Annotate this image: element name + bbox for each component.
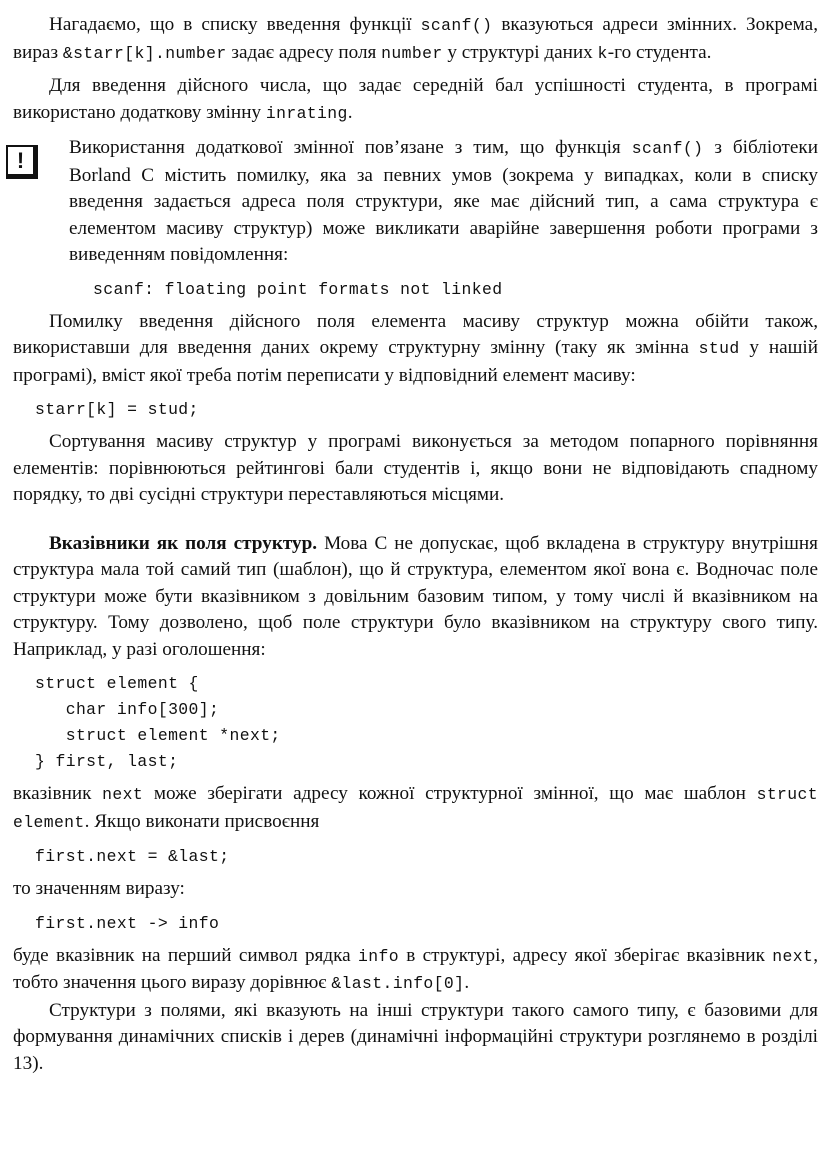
paragraph-inrating: Для введення дійсного числа, що задає середній бал успішності студента, в програмі використано додаткову змінну inrating. [13, 75, 818, 123]
code-inline: inrating [265, 103, 348, 123]
code-inline: info [358, 946, 399, 966]
paragraph-workaround: Помилку введення дійсного поля елемента масиву структур можна обійти також, використавши для введення даних окрему структурну змінну (таку як змінна stud у нашій програмі), вміст якої треба потім переписати у відповідний елемент масиву: [13, 310, 818, 386]
code-inline: scanf() [420, 16, 493, 35]
note-code-message: scanf: floating point formats not linked [93, 279, 503, 299]
paragraph-sorting: Сортування масиву структур у програмі виконується за методом попарного порівняння елементів: порівнюються рейтингові бали студентів і, якщо вони не відповідають спадному порядку, то дві сусідні структури переставляються місцями. [13, 431, 818, 505]
code-block-struct: struct element { char info[300]; struct element *next; } first, last; [35, 674, 281, 771]
code-inline: &last.info[0] [331, 974, 465, 993]
exclamation-icon: ! [6, 145, 38, 179]
warning-note [13, 135, 818, 303]
code-block-arrow: first.next -> info [35, 913, 220, 933]
paragraph-info-pointer: буде вказівник на перший символ рядка info в структурі, адресу якої зберігає вказівник next, тобто значення цього виразу дорівнює &last.info[0]. [13, 944, 818, 993]
code-block-assign: starr[k] = stud; [35, 400, 199, 419]
code-inline: &starr[k].number [62, 43, 227, 63]
paragraph-next-pointer: вказівник next може зберігати адресу кожної структурної змінної, що має шаблон struct element. Якщо виконати присвоєння [13, 783, 818, 832]
code-inline: struct element [13, 785, 818, 832]
paragraph-pointers-as-fields: Вказівники як поля структур. Мова C не допускає, щоб вкладена в структуру внутрішня структура мала той самий тип (шаблон), що й структура, елементом якої вона є. Водночас поле структури може бути вказівником з довільним базовим типом, у тому числі й вказівником на структуру. Тому дозволено, щоб поле структури було вказівником на структуру свого типу. Наприклад, у разі оголошення: [13, 532, 818, 660]
paragraph-dynamic-structures: Структури з полями, які вказують на інші структури такого самого типу, є базовими для формування динамічних списків і дерев (динамічні інформаційні структури розглянемо в розділі 13). [13, 999, 818, 1074]
code-inline: scanf() [631, 139, 704, 158]
code-inline: stud [698, 339, 740, 358]
code-inline: next [102, 785, 144, 804]
code-inline: next [772, 946, 814, 966]
code-block-first-next: first.next = &last; [35, 847, 230, 866]
page-content [13, 12, 818, 1077]
code-inline: number [381, 43, 443, 63]
paragraph-expression-value: то значенням виразу: [13, 878, 185, 899]
paragraph-scanf-addresses: Нагадаємо, що в списку введення функції scanf() вказуються адреси змінних. Зокрема, вираз &starr[k].number задає адресу поля number у структурі даних k-го студента. [13, 14, 818, 63]
section-heading: Вказівники як поля структур. [49, 532, 318, 554]
code-inline: k [597, 43, 608, 63]
note-text: Використання додаткової змінної пов’язане з тим, що функція scanf() з бібліотеки Borland C містить помилку, яка за певних умов (зокрема у випадках, коли в списку введення задається адреса поля структури, яке має дійсний тип, а сама структура є елементом масиву структур) може викликати аварійне завершення роботи програми з виведенням повідомлення: [69, 137, 818, 265]
